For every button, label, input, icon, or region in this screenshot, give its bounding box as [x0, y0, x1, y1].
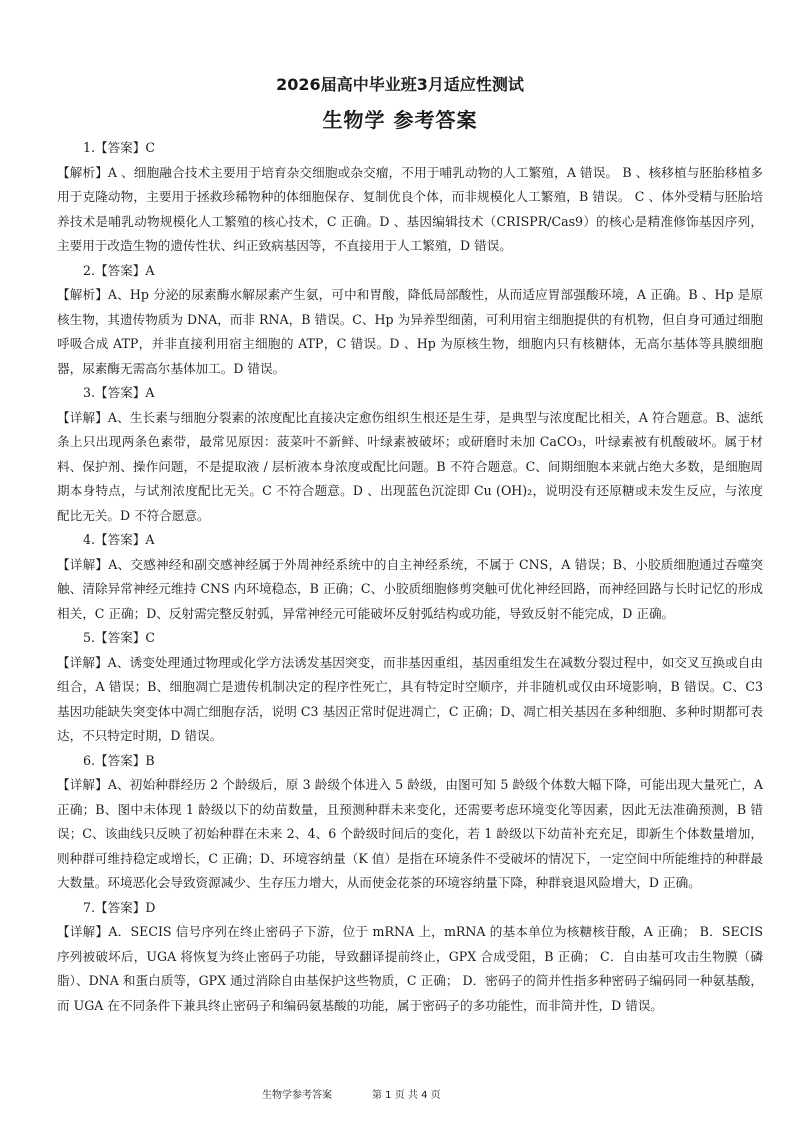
- explanation-text: 【解析】A、Hp 分泌的尿素酶水解尿素产生氨，可中和胃酸，降低局部酸性，从而适应胃部强酸环境，A 正确。B 、Hp 是原核生物，其遗传物质为 DNA，而非 RNA，B 错误。C、Hp 为异养型细菌，可利用宿主细胞提供的有机物，但自身可通过细胞呼吸合成 ATP，并非直接利用宿主细胞的 ATP，C 错误。D 、Hp 为原核生物，细胞内只有核糖体，无高尔基体等具膜细胞器，尿素酶无需高尔基体加工。D 错误。: [57, 287, 763, 376]
- answer-line: 2.【答案】A: [83, 262, 155, 278]
- question-5: [57, 626, 763, 749]
- answer-body: [57, 136, 763, 1018]
- footer-page-number: 第 1 页 共 4 页: [372, 1090, 441, 1101]
- explanation-text: 【解析】A 、细胞融合技术主要用于培育杂交细胞或杂交瘤，不用于哺乳动物的人工繁殖，A 错误。 B 、核移植与胚胎移植多用于克隆动物，主要用于拯救珍稀物种的体细胞保存、复制优良个体，而非规模化人工繁殖，B 错误。 C 、体外受精与胚胎培养技术是哺乳动物规模化人工繁殖的核心技术，C 正确。D 、基因编辑技术（CRISPR/Cas9）的核心是精准修饰基因序列，主要用于改造生物的遗传性状、纠正致病基因等，不直接用于人工繁殖，D 错误。: [57, 164, 763, 253]
- document-subtitle: 生物学 参考答案: [322, 108, 478, 132]
- answer-line: 7.【答案】D: [83, 899, 156, 915]
- explanation-text: 【详解】A．SECIS 信号序列在终止密码子下游，位于 mRNA 上，mRNA 的基本单位为核糖核苷酸，A 正确； B．SECIS 序列被破坏后，UGA 将恢复为终止密码子功能，导致翻译提前终止，GPX 合成受阻，B 正确； C．自由基可攻击生物膜（磷脂）、DNA 和蛋白质等，GPX 通过消除自由基保护这些物质，C 正确； D．密码子的简并性指多种密码子编码同一种氨基酸，而 UGA 在不同条件下兼具终止密码子和编码氨基酸的功能，属于密码子的多功能性，而非简并性，D 错误。: [57, 924, 763, 1013]
- answer-line: 4.【答案】A: [83, 532, 155, 547]
- question-7: [57, 896, 763, 1019]
- answer-line: 6.【答案】B: [83, 752, 155, 768]
- explanation-text: 【详解】A、初始种群经历 2 个龄级后，原 3 龄级个体进入 5 龄级，由图可知 5 龄级个体数大幅下降，可能出现大量死亡，A 正确；B、图中未体现 1 龄级以下的幼苗数量，且预测种群未来变化，还需要考虑环境变化等因素，因此无法准确预测，B 错误；C、该曲线只反映了初始种群在未来 2、4、6 个龄级时间后的变化，若 1 龄级以下幼苗补充充足，即新生个体数量增加，则种群可维持稳定或增长，C 正确；D、环境容纳量（K 值）是指在环境条件不受破坏的情况下，一定空间中所能维持的种群最大数量。环境恶化会导致资源减少、生存压力增大，从而使金花茶的环境容纳量下降，种群衰退风险增大，D 正确。: [57, 777, 763, 890]
- explanation-text: 【详解】A、交感神经和副交感神经属于外周神经系统中的自主神经系统，不属于 CNS，A 错误；B、小胶质细胞通过吞噬突触、清除异常神经元维持 CNS 内环境稳态，B 正确；C、小胶质细胞修剪突触可优化神经回路，而神经回路与长时记忆的形成相关，C 正确；D、反射需完整反射弧，异常神经元可能破坏反射弧结构或功能，导致反射不能完成，D 正确。: [57, 556, 763, 621]
- question-6: [57, 749, 763, 896]
- answer-line: 5.【答案】C: [83, 630, 156, 645]
- question-1: [57, 136, 763, 259]
- explanation-text: 【详解】A、生长素与细胞分裂素的浓度配比直接决定愈伤组织生根还是生芽，是典型与浓度配比相关，A 符合题意。B、滤纸条上只出现两条色素带，最常见原因：菠菜叶不新鲜、叶绿素被破坏；或研磨时未加 CaCO₃，叶绿素被有机酸破坏。属于材料、保护剂、操作问题，不是提取液 / 层析液本身浓度或配比问题。B 不符合题意。C、间期细胞本来就占绝大多数，是细胞周期本身特点，与试剂浓度配比无关。C 不符合题意。D 、出现蓝色沉淀即 Cu (OH)₂，说明没有还原糖或未发生反应，与浓度配比无关。D 不符合愿意。: [57, 409, 763, 523]
- answer-line: 1.【答案】C: [83, 140, 156, 155]
- question-3: [57, 381, 763, 528]
- document-title: 2026届高中毕业班3月适应性测试: [276, 75, 524, 94]
- footer-doc-name: 生物学参考答案: [262, 1090, 332, 1101]
- answer-line: 3.【答案】A: [83, 385, 155, 400]
- question-2: [57, 259, 763, 382]
- explanation-text: 【详解】A、诱变处理通过物理或化学方法诱发基因突变，而非基因重组，基因重组发生在减数分裂过程中，如交叉互换或自由组合，A 错误；B、细胞凋亡是遗传机制决定的程序性死亡，具有特定时空顺序，并非随机或仅由环境影响，B 错误。C、C3 基因功能缺失突变体中凋亡细胞存活，说明 C3 基因正常时促进凋亡，C 正确；D、凋亡相关基因在多种细胞、多种时期都可表达，不只特定时期，D 错误。: [57, 654, 763, 743]
- question-4: [57, 528, 763, 626]
